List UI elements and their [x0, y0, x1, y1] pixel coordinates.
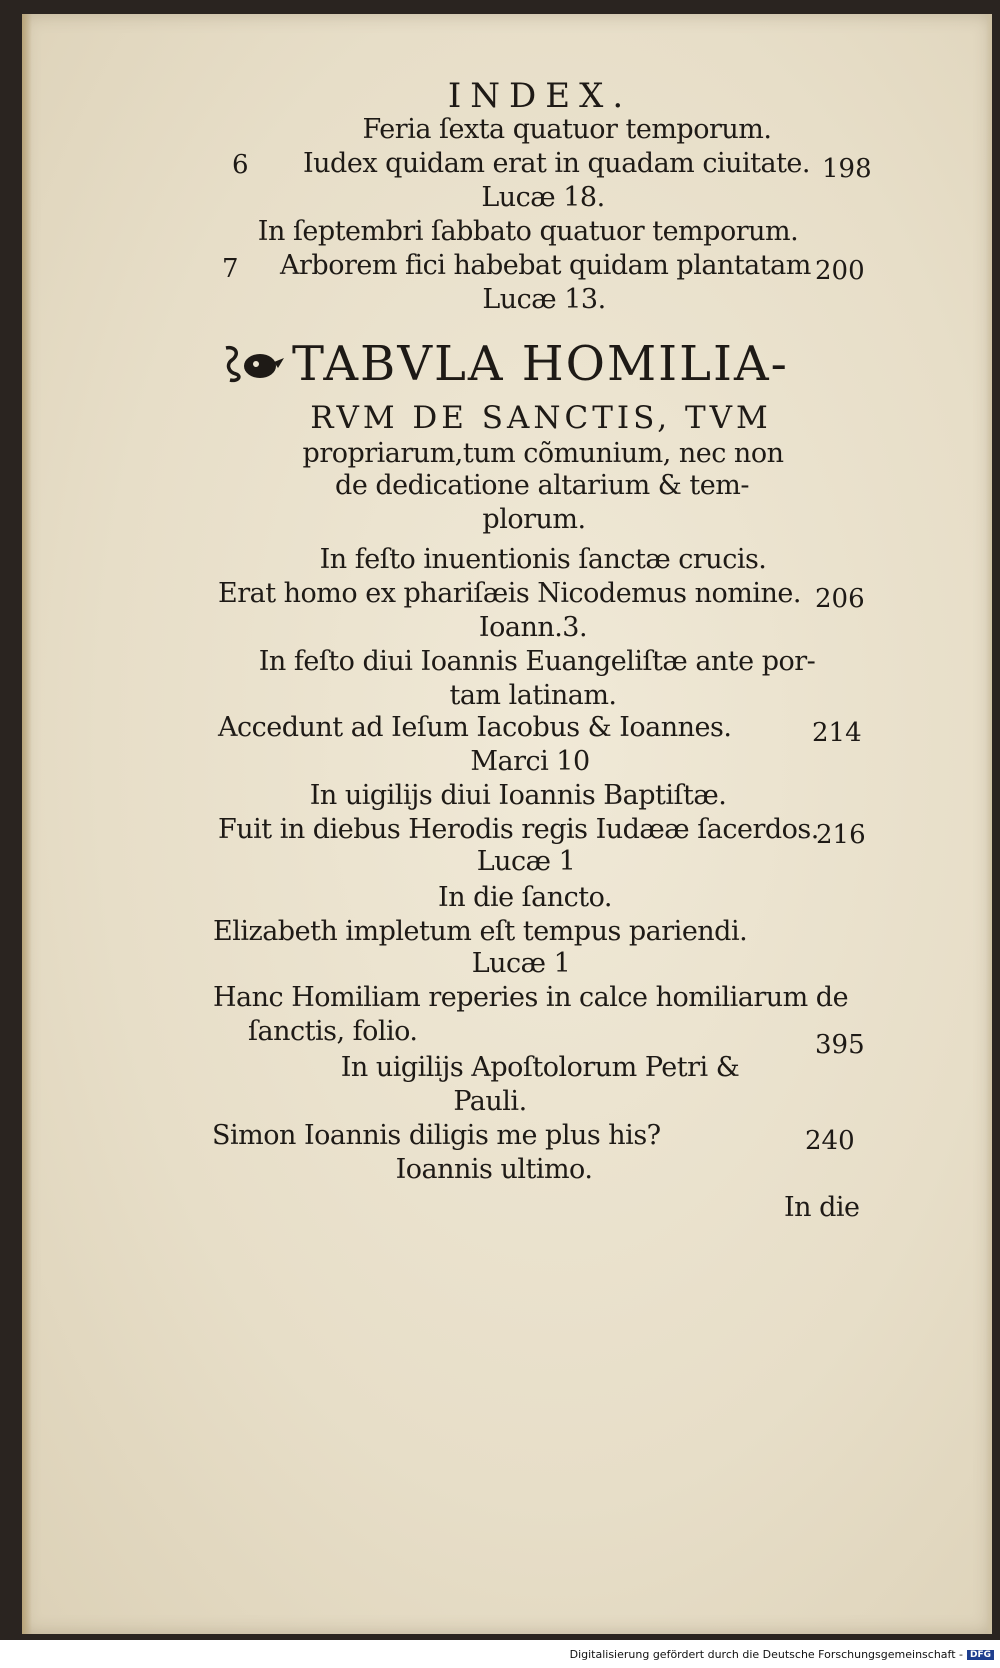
- marginal-number: 7: [222, 254, 239, 284]
- dfg-logo: DFG: [967, 1650, 994, 1660]
- rubric-continuation: Pauli.: [453, 1086, 527, 1117]
- scripture-reference: Lucæ 1: [476, 846, 576, 877]
- entry-text: Simon Ioannis diligis me plus his?: [212, 1120, 661, 1151]
- scripture-reference: Lucæ 1: [471, 948, 571, 979]
- page-number: 206: [815, 584, 865, 614]
- rubric-vigil-peter-paul: In uigilijs Apoſtolorum Petri &: [340, 1052, 740, 1083]
- rubric-inventio-crucis: In feſto inuentionis ſanctæ crucis.: [319, 544, 767, 575]
- page-number: 216: [816, 820, 866, 850]
- rubric-september-saturday: In ſeptembri ſabbato quatuor temporum.: [257, 216, 799, 247]
- page-gutter-shadow: [22, 14, 32, 1634]
- entry-text: Accedunt ad Ieſum Iacobus & Ioannes.: [218, 712, 732, 743]
- entry-text: Erat homo ex phariſæis Nicodemus nomine.: [218, 578, 801, 609]
- scripture-reference: Lucæ 18.: [481, 182, 605, 213]
- scripture-reference: Ioann.3.: [478, 612, 588, 643]
- entry-text: Arborem fici habebat quidam plantatam: [280, 250, 811, 281]
- running-header-title: INDEX.: [447, 76, 633, 116]
- rubric-continuation: tam latinam.: [449, 680, 617, 711]
- entry-text: Iudex quidam erat in quadam ciuitate.: [303, 148, 810, 179]
- entry-text-continuation: ſanctis, folio.: [248, 1016, 418, 1047]
- entry-text: Elizabeth impletum eſt tempus pariendi.: [213, 916, 748, 947]
- fleuron-ornament-icon: [222, 342, 286, 386]
- page-number: 198: [822, 154, 872, 184]
- rubric-in-die-sancto: In die ſancto.: [438, 882, 612, 913]
- entry-text: Fuit in diebus Herodis regis Iudææ ſacerdos.: [218, 814, 819, 845]
- page-number: 395: [815, 1030, 865, 1060]
- table-description-line: plorum.: [482, 504, 586, 535]
- scripture-reference: Ioannis ultimo.: [395, 1154, 593, 1185]
- table-title: TABVLA HOMILIA-: [292, 336, 789, 392]
- digitization-credit-text: Digitalisierung gefördert durch die Deutsche Forschungsgemeinschaft -: [569, 1648, 963, 1661]
- page-number: 214: [812, 718, 862, 748]
- rubric-vigil-baptist: In uigilijs diui Ioannis Baptiſtæ.: [309, 780, 727, 811]
- page-edge: [986, 14, 992, 1634]
- scripture-reference: Lucæ 13.: [482, 284, 606, 315]
- rubric-feria-sexta: Feria ſexta quatuor temporum.: [362, 114, 772, 145]
- entry-text: Hanc Homiliam reperies in calce homiliarum de: [213, 982, 849, 1013]
- table-description-line: de dedicatione altarium & tem-: [335, 470, 749, 501]
- marginal-number: 6: [232, 150, 249, 180]
- page-number: 240: [805, 1126, 855, 1156]
- table-description-line: propriarum,tum cõmunium, nec non: [302, 438, 784, 469]
- page-number: 200: [815, 256, 865, 286]
- scripture-reference: Marci 10: [470, 746, 590, 777]
- table-subtitle: RVM DE SANCTIS, TVM: [310, 400, 772, 436]
- catchword: In die: [784, 1192, 860, 1223]
- digitization-credit: [570, 1648, 994, 1661]
- rubric-ioannis-ante-portam: In feſto diui Ioannis Euangeliſtæ ante por-: [258, 646, 816, 677]
